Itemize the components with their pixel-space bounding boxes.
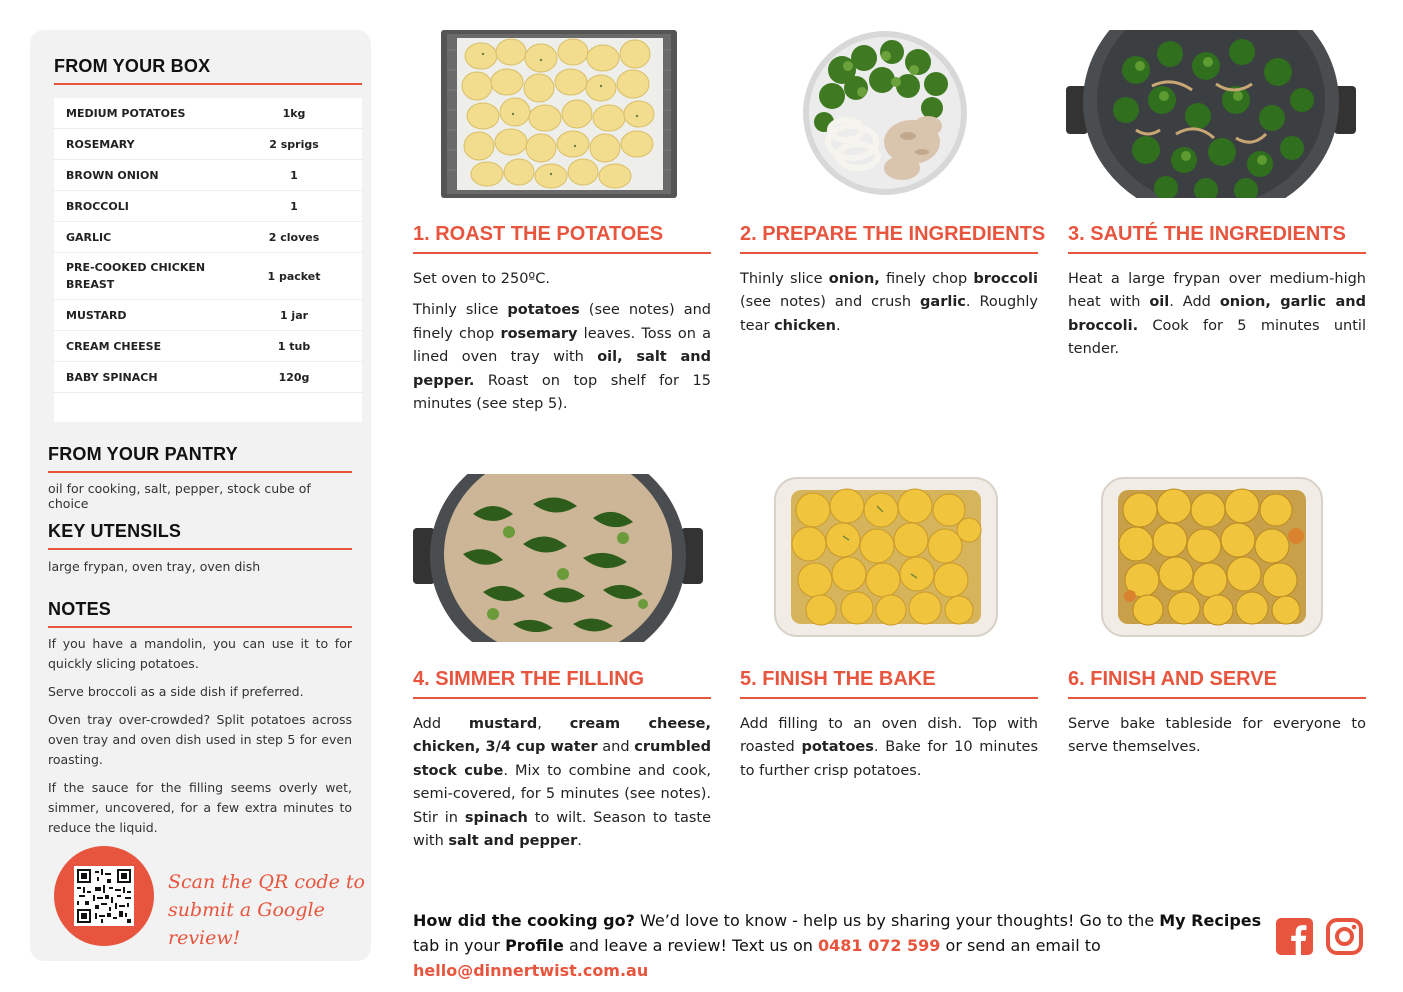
step-ingredient-emphasis: potatoes	[507, 302, 580, 319]
footer-text: We’d love to know - help us by sharing your thoughts! Go to the	[634, 911, 1160, 930]
ingredient-quantity: 2 sprigs	[269, 137, 319, 151]
ingredient-name: BROWN ONION	[66, 168, 159, 182]
footer-text: tab in your	[413, 936, 506, 955]
step-paragraph	[740, 713, 1038, 783]
my-recipes-link[interactable]: My Recipes	[1159, 911, 1262, 930]
ingredient-row	[54, 191, 362, 222]
step-text: Heat a large frypan over medium-high heat with	[1068, 271, 1366, 311]
step-paragraph	[413, 268, 711, 291]
step-text: leaves. Toss on a lined oven tray with	[413, 325, 712, 366]
qr-code-badge[interactable]	[54, 846, 154, 946]
step-1	[413, 223, 711, 424]
oven-dish-potatoes-photo	[773, 476, 999, 642]
ingredients-panel	[30, 30, 371, 961]
note-item: If you have a mandolin, you can use it to for quickly slicing potatoes.	[48, 636, 352, 671]
step-text: Set oven to 250ºC.	[413, 271, 550, 287]
ingredient-row	[54, 331, 362, 362]
step-6	[1068, 668, 1366, 768]
step-title: 5. FINISH THE BAKE	[740, 668, 1038, 699]
notes-list	[48, 634, 352, 846]
step-2	[740, 223, 1046, 346]
from-your-box-title: FROM YOUR BOX	[54, 56, 362, 85]
step-ingredient-emphasis: potatoes	[801, 739, 874, 756]
step-ingredient-emphasis: salt and pepper	[448, 833, 578, 850]
ingredient-quantity: 2 cloves	[268, 230, 320, 244]
step-text: . Roughly tear	[740, 294, 1038, 334]
step-text: Roast on top shelf for 15 minutes (see step 5).	[413, 372, 711, 413]
ingredient-name: CREAM CHEESE	[66, 339, 162, 353]
step-4	[413, 668, 711, 861]
qr-caption	[168, 868, 368, 952]
ingredient-row	[54, 98, 362, 129]
step-paragraph	[1068, 268, 1366, 362]
note-item: If the sauce for the filling seems overly wet, simmer, uncovered, for a few extra minutes to reduce the liquid.	[48, 780, 352, 835]
step-text: .	[835, 317, 841, 334]
ingredient-name: GARLIC	[66, 230, 112, 244]
frypan-filling-photo	[413, 474, 703, 646]
footer-text: and leave a review! Text us on	[563, 936, 818, 955]
step-text: . Bake for 10 minutes to further crisp potatoes.	[740, 739, 1039, 779]
step-paragraph	[740, 268, 1038, 338]
ingredient-name: BROCCOLI	[66, 199, 129, 213]
key-utensils-title: KEY UTENSILS	[48, 521, 352, 550]
ingredient-row	[54, 222, 362, 253]
ingredient-name: MUSTARD	[66, 308, 127, 322]
utensils-text: large frypan, oven tray, oven dish	[48, 559, 261, 574]
step-title: 6. FINISH AND SERVE	[1068, 668, 1366, 699]
email-link[interactable]: hello@dinnertwist.com.au	[413, 961, 649, 980]
finished-bake-photo	[1100, 476, 1324, 642]
qr-code-icon[interactable]	[74, 866, 134, 926]
step-title: 2. PREPARE THE INGREDIENTS	[740, 223, 1038, 254]
ingredient-quantity: 120g	[278, 370, 310, 384]
qr-caption-line: Scan the QR code to	[168, 871, 365, 893]
step-body	[413, 268, 711, 416]
step-ingredient-emphasis: mustard	[468, 716, 538, 732]
step-paragraph	[413, 299, 711, 416]
phone-link[interactable]: 0481 072 599	[817, 936, 941, 955]
step-ingredient-emphasis: spinach	[464, 809, 528, 826]
ingredient-name: MEDIUM POTATOES	[66, 106, 186, 120]
step-title: 4. SIMMER THE FILLING	[413, 668, 711, 699]
step-ingredient-emphasis: rosemary	[500, 325, 578, 342]
ingredient-quantity: 1	[290, 168, 298, 182]
note-item: Serve broccoli as a side dish if preferred.	[48, 684, 304, 699]
step-ingredient-emphasis: broccoli	[973, 271, 1038, 287]
ingredient-name: BABY SPINACH	[66, 370, 158, 384]
ingredients-list	[54, 98, 362, 422]
step-title: 1. ROAST THE POTATOES	[413, 223, 711, 254]
step-ingredient-emphasis: onion,	[828, 271, 880, 287]
qr-caption-line: submit a Google review!	[168, 899, 325, 949]
note-item: Oven tray over-crowded? Split potatoes across oven tray and oven dish used in step 5 for even roasting.	[48, 712, 352, 767]
ingredient-row	[54, 362, 362, 393]
step-ingredient-emphasis: crumbled stock cube	[413, 739, 712, 779]
frypan-broccoli-photo	[1066, 30, 1356, 202]
footer-text: or send an email to	[940, 936, 1101, 955]
ingredient-row	[54, 160, 362, 191]
step-body	[740, 268, 1038, 338]
step-text: (see notes) and crush	[740, 294, 921, 311]
step-text: Add filling to an oven dish. Top with roasted	[740, 716, 1038, 756]
step-5	[740, 668, 1038, 791]
step-body	[1068, 713, 1366, 760]
ingredient-name: PRE-COOKED CHICKEN BREAST	[66, 261, 206, 291]
step-paragraph	[413, 713, 711, 853]
step-text: Cook for 5 minutes until tender.	[1068, 317, 1366, 358]
feedback-footer	[413, 908, 1263, 983]
step-ingredient-emphasis: onion, garlic and broccoli.	[1068, 294, 1366, 334]
ingredient-name: ROSEMARY	[66, 137, 135, 151]
ingredient-quantity: 1kg	[282, 106, 306, 120]
feedback-question: How did the cooking go?	[413, 911, 635, 930]
step-ingredient-emphasis: chicken	[774, 317, 836, 334]
ingredient-row	[54, 129, 362, 160]
step-text: .	[577, 833, 582, 850]
ingredient-row	[54, 300, 362, 331]
notes-title: NOTES	[48, 599, 352, 628]
step-ingredient-emphasis: cream cheese, chicken, 3/4 cup water	[413, 716, 711, 756]
step-text: Add	[413, 716, 469, 732]
step-text: (see notes) and finely chop	[413, 302, 711, 342]
pantry-text: oil for cooking, salt, pepper, stock cube of choice	[48, 481, 311, 511]
step-text: finely chop	[879, 271, 974, 287]
step-text: Serve bake tableside for everyone to serve themselves.	[1068, 716, 1366, 756]
step-ingredient-emphasis: garlic	[920, 294, 966, 311]
step-text: . Mix to combine and cook, semi-covered, for 5 minutes (see notes). Stir in	[413, 762, 711, 826]
step-body	[740, 713, 1038, 783]
step-text: Thinly slice	[740, 271, 829, 287]
step-body	[1068, 268, 1366, 362]
step-paragraph	[1068, 713, 1366, 760]
step-ingredient-emphasis: oil	[1149, 294, 1170, 311]
ingredient-row	[54, 253, 362, 300]
step-3	[1068, 223, 1366, 370]
step-text: Thinly slice	[413, 302, 508, 319]
instagram-icon[interactable]	[1326, 918, 1363, 955]
step-text: . Add	[1169, 294, 1220, 311]
step-text: and	[597, 739, 635, 756]
profile-link[interactable]: Profile	[505, 936, 564, 955]
step-ingredient-emphasis: oil, salt and pepper.	[413, 349, 712, 389]
step-text: ,	[537, 716, 570, 732]
ingredient-quantity: 1 tub	[277, 339, 311, 353]
ingredient-quantity: 1 packet	[267, 269, 321, 283]
potatoes-on-tray-photo	[441, 30, 677, 202]
step-body	[413, 713, 711, 853]
facebook-icon[interactable]	[1276, 918, 1313, 955]
from-your-pantry-title: FROM YOUR PANTRY	[48, 444, 352, 473]
ingredient-quantity: 1	[290, 199, 298, 213]
prepared-ingredients-bowl-photo	[802, 30, 968, 200]
ingredient-quantity: 1 jar	[279, 308, 309, 322]
step-title: 3. SAUTÉ THE INGREDIENTS	[1068, 223, 1366, 254]
step-text: to wilt. Season to taste with	[413, 809, 711, 850]
